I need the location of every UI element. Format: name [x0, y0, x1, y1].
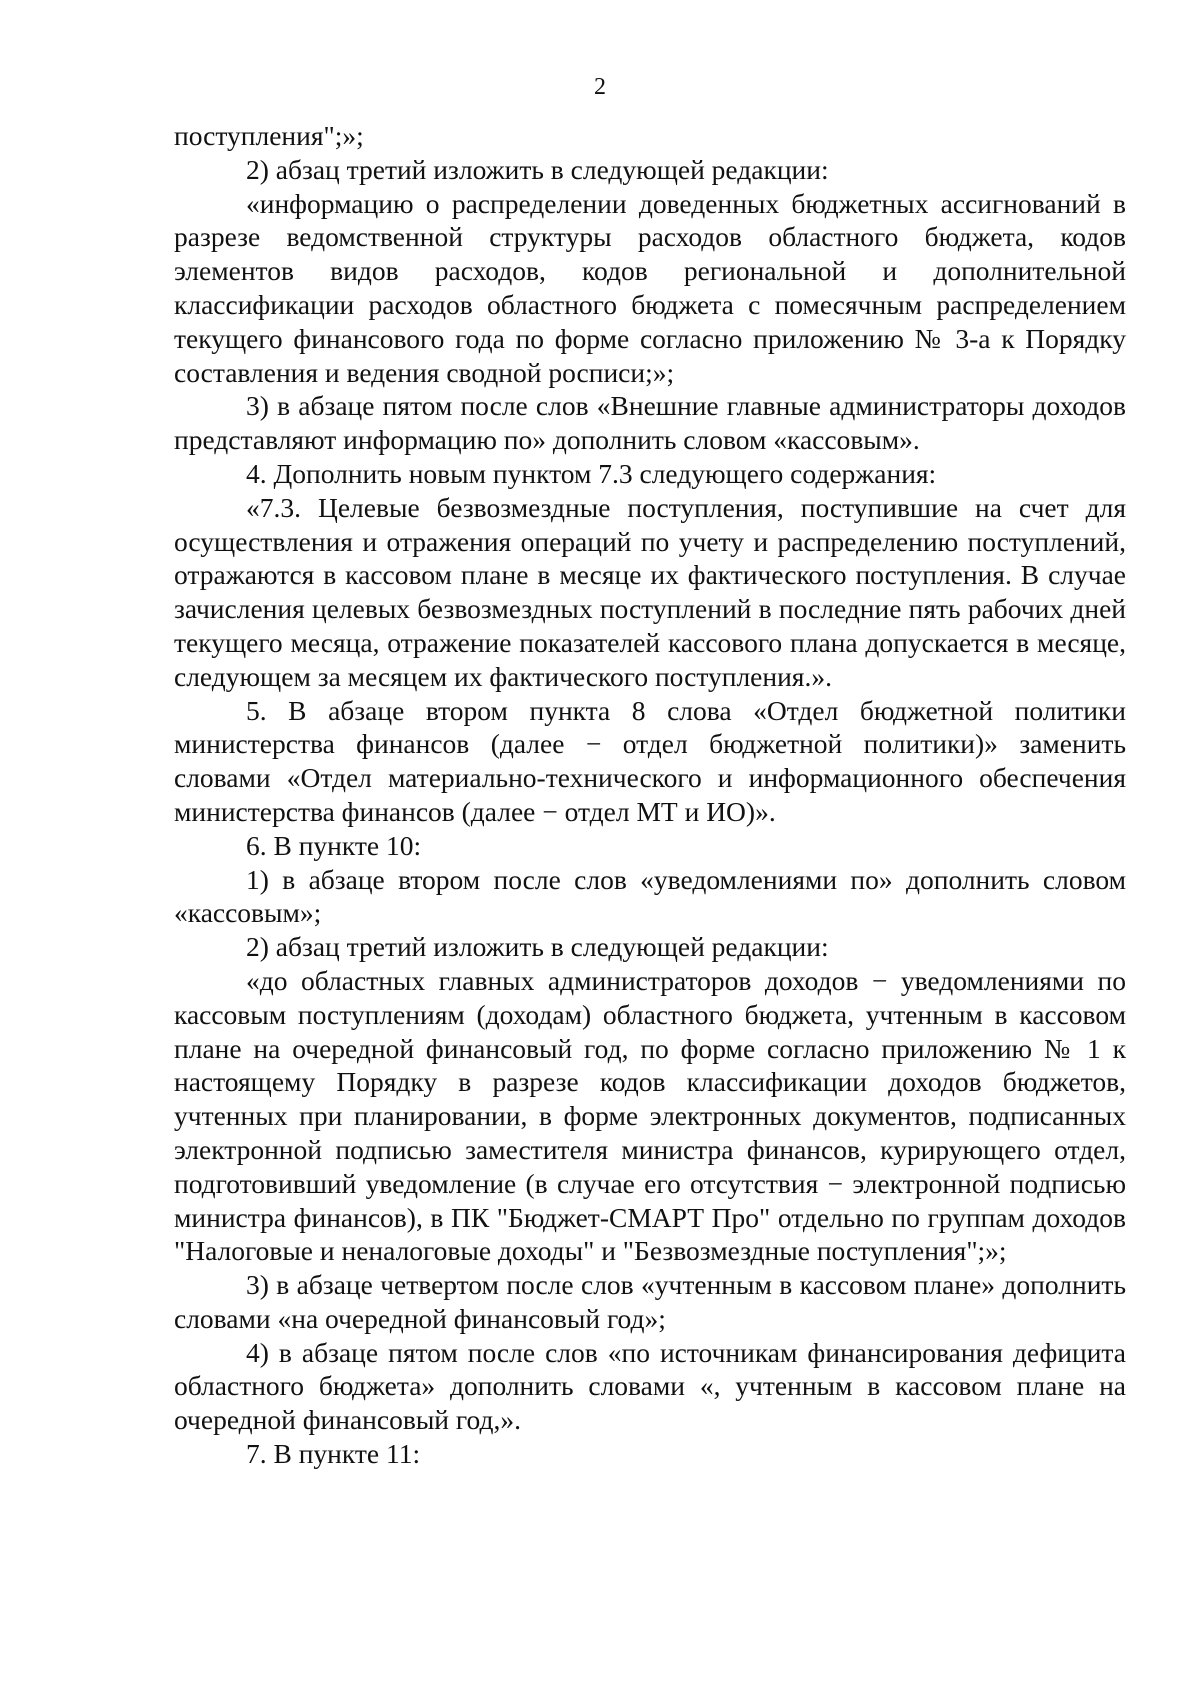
paragraph-subitem-2-third-abzac: 2) абзац третий изложить в следующей редакции:	[246, 153, 829, 185]
paragraph-subitem-2-third-abzac-b: 2) абзац третий изложить в следующей редакции:	[246, 931, 829, 963]
paragraph-subitem-4-fifth-abzac: 4) в абзаце пятом после слов «по источникам финансирования дефицита областного бюджета» дополнить словами «, учтенным в кассовом плане на очередной финансовый год,».	[174, 1336, 1126, 1436]
paragraph-quoted-7-3: «7.3. Целевые безвозмездные поступления, поступившие на счет для осуществления и отражения операций по учету и распределению поступлений, отражаются в кассовом плане в месяце их фактического поступления. В случае зачисления целевых безвозмездных поступлений в последние пять рабочих дней текущего месяца, отражение показателей кассового плана допускается в месяце, следующем за месяцем их фактического поступления.».	[174, 491, 1126, 692]
paragraph-quoted-regional-admins: «до областных главных администраторов доходов − уведомлениями по кассовым поступлениям (доходам) областного бюджета, учтенным в кассовом плане на очередной финансовый год, по форме согласно приложению № 1 к настоящему Порядку в разрезе кодов классификации доходов бюджетов, учтенных при планировании, в форме электронных документов, подписанных электронной подписью заместителя министра финансов, курирующего отдел, подготовивший уведомление (в случае его отсутствия − электронной подписью министра финансов), в ПК "Бюджет-СМАРТ Про" отдельно по группам доходов "Налоговые и неналоговые доходы" и "Безвозмездные поступления";»;	[174, 964, 1126, 1267]
paragraph-item-6: 6. В пункте 10:	[246, 829, 422, 861]
document-body	[174, 119, 1126, 1471]
page-number: 2	[594, 74, 606, 100]
paragraph-item-7: 7. В пункте 11:	[246, 1438, 421, 1470]
paragraph-subitem-3-fifth-abzac: 3) в абзаце пятом после слов «Внешние главные администраторы доходов представляют информацию по» дополнить словом «кассовым».	[174, 390, 1126, 456]
paragraph-continuation: поступления";»;	[174, 120, 364, 151]
paragraph-quoted-info-distribution: «информацию о распределении доведенных бюджетных ассигнований в разрезе ведомственной структуры расходов областного бюджета, кодов элементов видов расходов, кодов региональной и дополнительной классификации расходов областного бюджета с помесячным распределением текущего финансового года по форме согласно приложению № 3-а к Порядку составления и ведения сводной росписи;»;	[174, 187, 1126, 388]
paragraph-subitem-3-fourth-abzac: 3) в абзаце четвертом после слов «учтенным в кассовом плане» дополнить словами «на очередной финансовый год»;	[174, 1269, 1126, 1334]
paragraph-subitem-1-second-abzac: 1) в абзаце втором после слов «уведомлениями по» дополнить словом «кассовым»;	[174, 863, 1126, 929]
paragraph-item-4: 4. Дополнить новым пунктом 7.3 следующего содержания:	[246, 457, 937, 489]
paragraph-item-5: 5. В абзаце втором пункта 8 слова «Отдел бюджетной политики министерства финансов (далее − отдел бюджетной политики)» заменить словами «Отдел материально-технического и информационного обеспечения министерства финансов (далее − отдел МТ и ИО)».	[174, 694, 1126, 827]
